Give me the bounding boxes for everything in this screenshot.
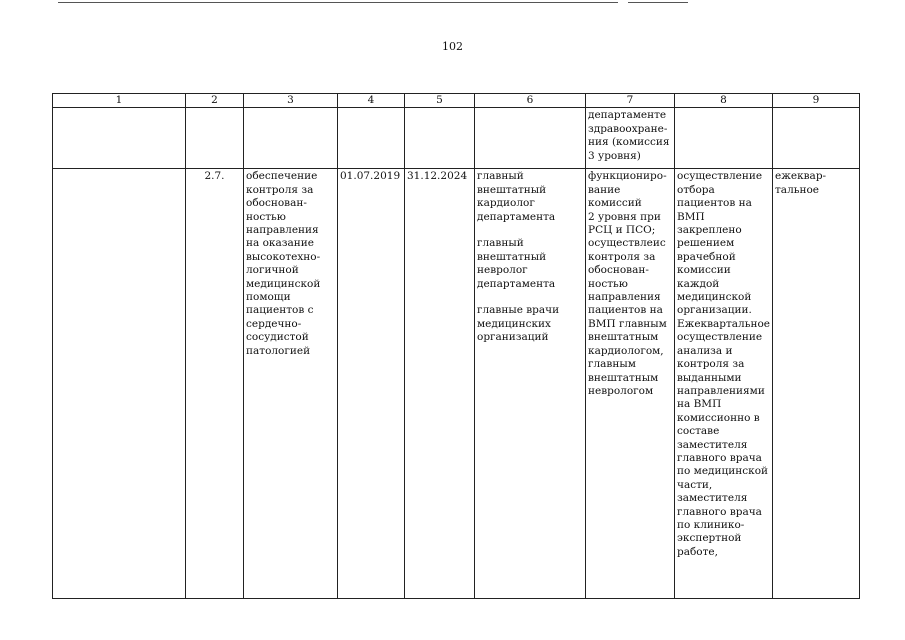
table-cell: [405, 108, 475, 169]
header-cell: 4: [338, 94, 405, 108]
table-cell: [53, 108, 186, 169]
continuation-row: [53, 108, 860, 169]
header-row: [53, 94, 860, 108]
table-cell: [773, 108, 860, 169]
table-cell: [244, 108, 338, 169]
expected-result: функциониро- вание комиссий 2 уровня при РСЦ и ПСО; осуществлеис контроля за обоснован- ностью направления пациентов на ВМП главным внештатным кардиологом, главным внештатным неврологом: [586, 169, 675, 599]
measure-name: обеспечение контроля за обоснован- ностью направления на оказание высокотехно- логичной медицинской помощи пациентов с сердечно- сосудистой патологией: [244, 169, 338, 599]
header-cell: 5: [405, 94, 475, 108]
header-cell: 8: [675, 94, 773, 108]
scan-edge-line: [58, 2, 618, 3]
responsible-persons: главный внештатный кардиолог департамента главный внештатный невролог департамента главные врачи медицинских организаций: [475, 169, 586, 599]
header-cell: 3: [244, 94, 338, 108]
header-cell: 9: [773, 94, 860, 108]
page-number: 102: [442, 40, 463, 53]
start-date: 01.07.2019: [338, 169, 405, 599]
performance-indicator: осуществление отбора пациентов на ВМП закреплено решением врачебной комиссии каждой медицинской организации. Ежеквартальное осуществление анализа и контроля за выданными направлениями на ВМП комиссионно в составе заместителя главного врача по медицинской части, заместителя главного врача по клинико- экспертной работе,: [675, 169, 773, 599]
table-cell: [475, 108, 586, 169]
periodicity: ежеквар- тальное: [773, 169, 860, 599]
table-cell: [338, 108, 405, 169]
table-cell: [53, 169, 186, 599]
scan-edge-line: [628, 2, 688, 3]
table-cell: [186, 108, 244, 169]
table-cell-continued: департаменте здравоохране- ния (комиссия 3 уровня): [586, 108, 675, 169]
header-cell: 2: [186, 94, 244, 108]
header-cell: 7: [586, 94, 675, 108]
plan-table: [52, 93, 860, 599]
table-row: [53, 169, 860, 599]
end-date: 31.12.2024: [405, 169, 475, 599]
header-cell: 1: [53, 94, 186, 108]
header-cell: 6: [475, 94, 586, 108]
item-number: 2.7.: [186, 169, 244, 599]
table-cell: [675, 108, 773, 169]
